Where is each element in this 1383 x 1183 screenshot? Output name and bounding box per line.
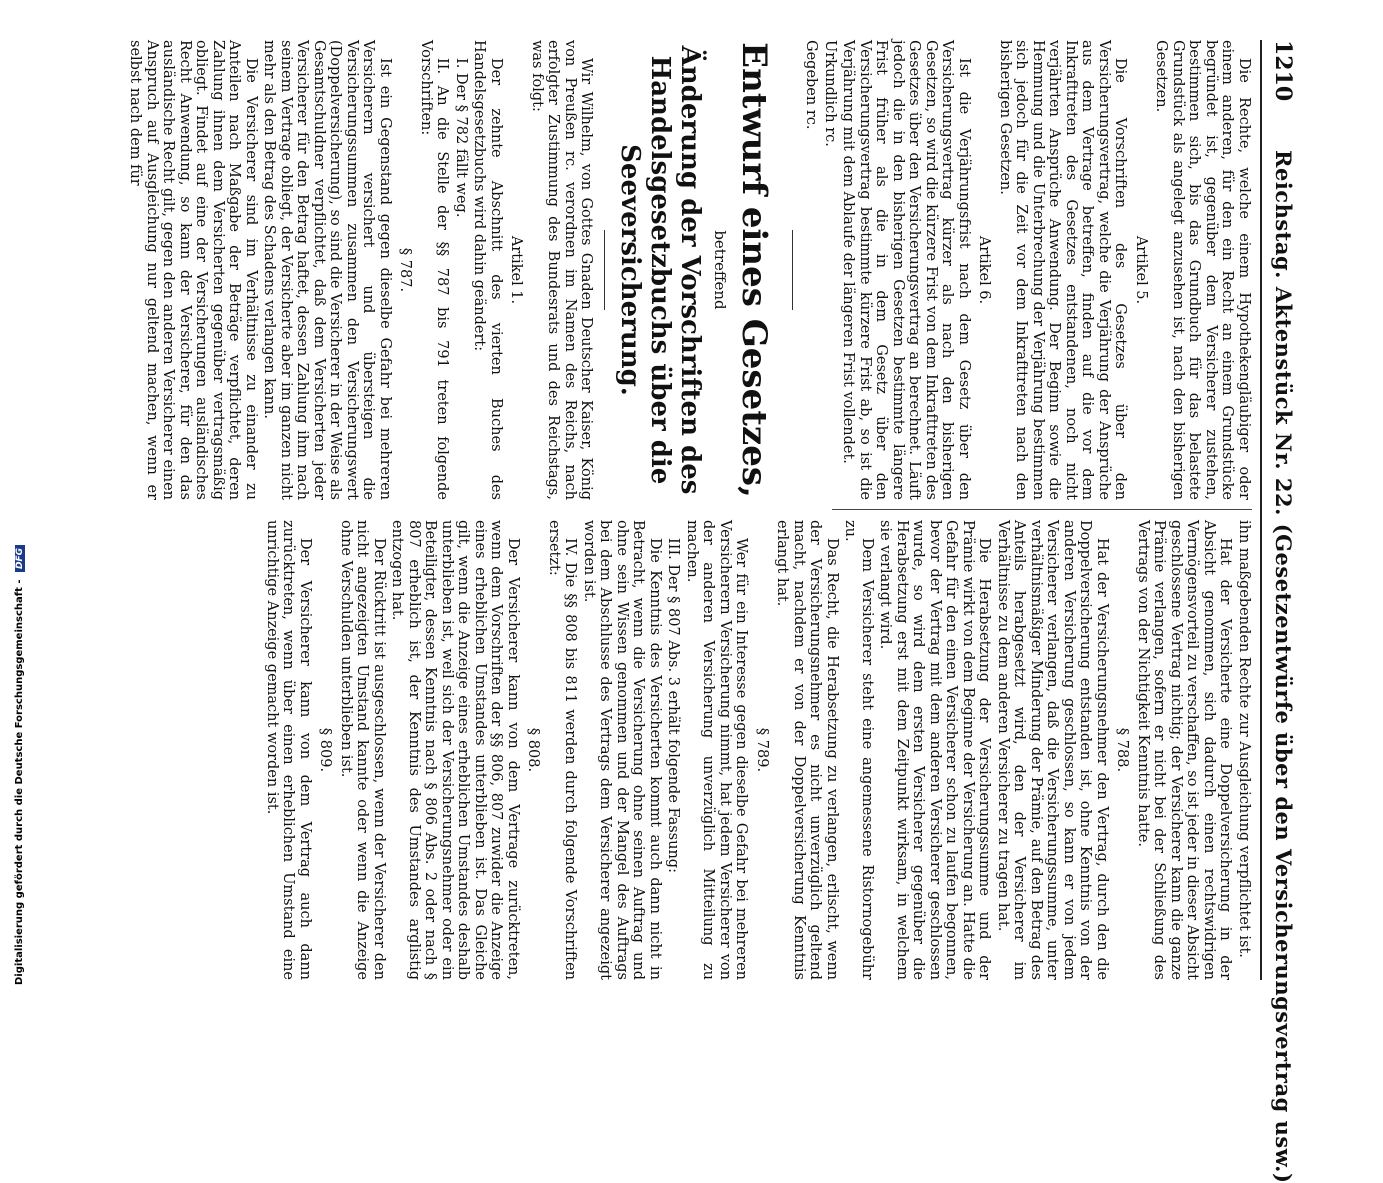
section-rule: [792, 230, 793, 310]
law-subtitle: Änderung der Vorschriften des Handelsgesetzbuchs über die Seeversicherung.: [615, 45, 706, 495]
left-column: [12, 40, 1252, 500]
paragraph: Ist die Verjährungsfrist nach dem Gesetz über den Versicherungsvertrag kürzer als nach den bisherigen Gesetzen, so wird die kürzere Frist von dem Inkrafttreten des Gesetzes über den Versicherungsvertrag an berechnet. Läuft jedoch die in den bisherigen Gesetzen bestimmte längere Frist früher als die in dem Gesetz über den Versicherungsvertrag bestimmte kürzere Frist ab, so ist die Verjährung mit dem Ablaufe der längeren Frist vollendet.: [840, 40, 972, 500]
paragraph: Die Kenntnis des Versicherten kommt auch dann nicht in Betracht, wenn die Versicherung ohne seinen Auftrag und ohne sein Wissen genommen und der Mangel des Auftrags bei dem Abschlusse des Vertrags dem Versicherer angezeigt worden ist.: [581, 520, 663, 980]
paragraph: Hat der Versicherte eine Doppelversicherung in der Absicht genommen, sich dadurch einen rechtswidrigen Vermögensvorteil zu verschaffen, so ist jeder in dieser Absicht geschlossene Vertrag nichtig; der Versicherer kann die ganze Prämie verlangen, sofern er nicht bei der Schließung des Vertrags von der Nichtigkeit Kenntnis hatte.: [1135, 520, 1234, 980]
section-heading: § 789.: [754, 727, 770, 773]
credit-text: Digitalisierung gefördert durch die Deutsche Forschungsgemeinschaft -: [14, 579, 25, 985]
digitization-credit: [2, 547, 25, 995]
paragraph: Der Versicherer kann von dem Vertrag auch dann zurücktreten, wenn über einen erheblichen Umstand eine unrichtige Anzeige gemacht worden ist.: [264, 520, 313, 980]
paragraph: Die Herabsetzung der Versicherungssumme und der Prämie wirkt von dem Beginne der Versicherung an. Hatte die Gefahr für den einen Versicherer schon zu laufen begonnen, bevor der Vertrag mit dem anderen Versicherer geschlossen wurde, so wird dem ersten Versicherer gegenüber die Herabsetzung erst mit dem Zeitpunkt wirksam, in welchem sie verlangt wird.: [877, 520, 993, 980]
paragraph: Wir Wilhelm, von Gottes Gnaden Deutscher Kaiser, König von Preußen rc. verordnen im Namen des Reichs, nach erfolgter Zustimmung des Bundesrats und des Reichstags, was folgt:: [529, 40, 595, 500]
paragraph: Wer für ein Interesse gegen dieselbe Gefahr bei mehreren Versicherern Versicherung nimmt, hat jedem Versicherer von der anderen Versicherung unverzüglich Mitteilung zu machen.: [684, 520, 750, 980]
paragraph: Der Rücktritt ist ausgeschlossen, wenn der Versicherer den nicht angezeigten Umstand kannte oder wenn die Anzeige ohne Verschulden unterblieben ist.: [338, 520, 387, 980]
paragraph: ihn maßgebenden Rechte zur Ausgleichung verpflichtet ist.: [1236, 520, 1252, 958]
header-rule: [1260, 40, 1262, 980]
column-divider: [832, 509, 1252, 510]
paragraph: Die Versicherer sind im Verhältnisse zu einander zu Anteilen nach Maßgabe der Beträge verpflichtet, deren Zahlung ihnen dem Versicherten gegenüber vertragsmäßig obliegt. Findet auf eine der Versicherungen ausländisches Recht Anwendung, so kann der Versicherer, für den das ausländische Recht gilt, gegen den anderen Versicherer einen Anspruch auf Ausgleichung nur geltend machen, wenn er selbst nach dem für: [127, 40, 259, 500]
section-heading: § 809.: [317, 727, 334, 773]
paragraph: Dem Versicherer steht eine angemessene Ristornogebühr zu.: [842, 520, 875, 980]
right-column: [12, 520, 1252, 980]
section-heading: Artikel 5.: [1133, 235, 1149, 305]
section-heading: Artikel 6.: [976, 235, 993, 305]
paragraph: Der zehnte Abschnitt des vierten Buches des Handelsgesetzbuchs wird dahin geändert:: [471, 40, 504, 500]
law-title: Entwurf eines Gesetzes,: [734, 42, 774, 498]
paragraph: Die Rechte, welche einem Hypothekengläubiger oder einem anderen, für den ein Recht an einem Grundstücke begründet ist, gegenüber dem Versicherer zustehen, bestimmen sich, bis das Grundbuch für das belastete Grundstück als angelegt anzusehen ist, nach den bisherigen Gesetzen.: [1153, 40, 1252, 500]
page-number: 1210: [1270, 40, 1296, 102]
section-heading: § 808.: [525, 727, 542, 773]
paragraph: Die Vorschriften des Gesetzes über den Versicherungsvertrag, welche die Verjährung der Ansprüche aus dem Vertrage betreffen, finden auf die vor dem Inkrafttreten des Gesetzes entstandenen, noch nicht verjährten Ansprüche Anwendung. Der Beginn sowie die Hemmung und die Unterbrechung der Verjährung bestimmen sich jedoch für die Zeit vor dem Inkrafttreten nach den bisherigen Gesetzen.: [997, 40, 1129, 500]
paragraph: Ist ein Gegenstand gegen dieselbe Gefahr bei mehreren Versicherern versichert und übersteigen die Versicherungssummen zusammen den Versicherungswert (Doppelversicherung), so sind die Versicherer in der Weise als Gesamtschuldner verpflichtet, daß dem Versicherten jeder Versicherer für den Betrag haftet, dessen Zahlung ihm nach seinem Vertrage obliegt, der Versicherte aber im ganzen nicht mehr als den Betrag des Schadens verlangen kann.: [261, 40, 393, 500]
paragraph: Der Versicherer kann von dem Vertrage zurücktreten, wenn dem Vorschriften der §§ 806, 807 zuwider die Anzeige eines erheblichen Umstandes unterblieben ist. Das Gleiche gilt, wenn die Anzeige eines erheblichen Umstandes deshalb unterblieben ist, weil sich der Versicherungsnehmer oder ein Beteiligter, dessen Kenntnis nach § 806 Abs. 2 oder nach § 807 erheblich ist, der Kenntnis des Umstandes arglistig entzogen hat.: [389, 520, 521, 980]
paragraph: I. Der § 782 fällt weg.: [453, 58, 469, 218]
paragraph: Gegeben rc.: [803, 40, 820, 130]
paragraph: Hat der Versicherungsnehmer den Vertrag, durch den die Doppelversicherung entstanden ist, ohne Kenntnis von der anderen Versicherung geschlossen, so kann er von jedem Versicherer verlangen, daß die Versicherungssumme, unter verhältnismäßiger Minderung der Prämie, auf den Betrag des Anteils herabgesetzt wird, den der Versicherer im Verhältnisse zu dem anderen Versicherer zu tragen hat.: [995, 520, 1110, 980]
page-header-title: Reichstag. Aktenstück Nr. 22. (Gesetzentwürfe über den Versicherungsvertrag usw.): [1271, 150, 1296, 1183]
paragraph: IV. Die §§ 808 bis 811 werden durch folgende Vorschriften ersetzt:: [546, 520, 579, 980]
paragraph: III. Der § 807 Abs. 3 erhält folgende Fassung:: [665, 538, 682, 873]
section-heading: § 788.: [1114, 727, 1131, 773]
dfg-logo: DFG: [15, 545, 25, 572]
paragraph: Urkundlich rc.: [822, 40, 838, 147]
page-header: [1260, 40, 1300, 1183]
paragraph: Das Recht, die Herabsetzung zu verlangen, erlischt, wenn der Versicherungsnehmer es nicht unverzüglich geltend macht, nachdem er von der Doppelversicherung Kenntnis erlangt hat.: [774, 520, 840, 980]
section-rule: [605, 230, 606, 310]
law-title-connector: betreffend: [711, 230, 729, 310]
section-heading: § 787.: [397, 247, 414, 293]
paragraph: II. An die Stelle der §§ 787 bis 791 treten folgende Vorschriften:: [418, 40, 451, 500]
section-heading: Artikel 1.: [508, 235, 525, 305]
